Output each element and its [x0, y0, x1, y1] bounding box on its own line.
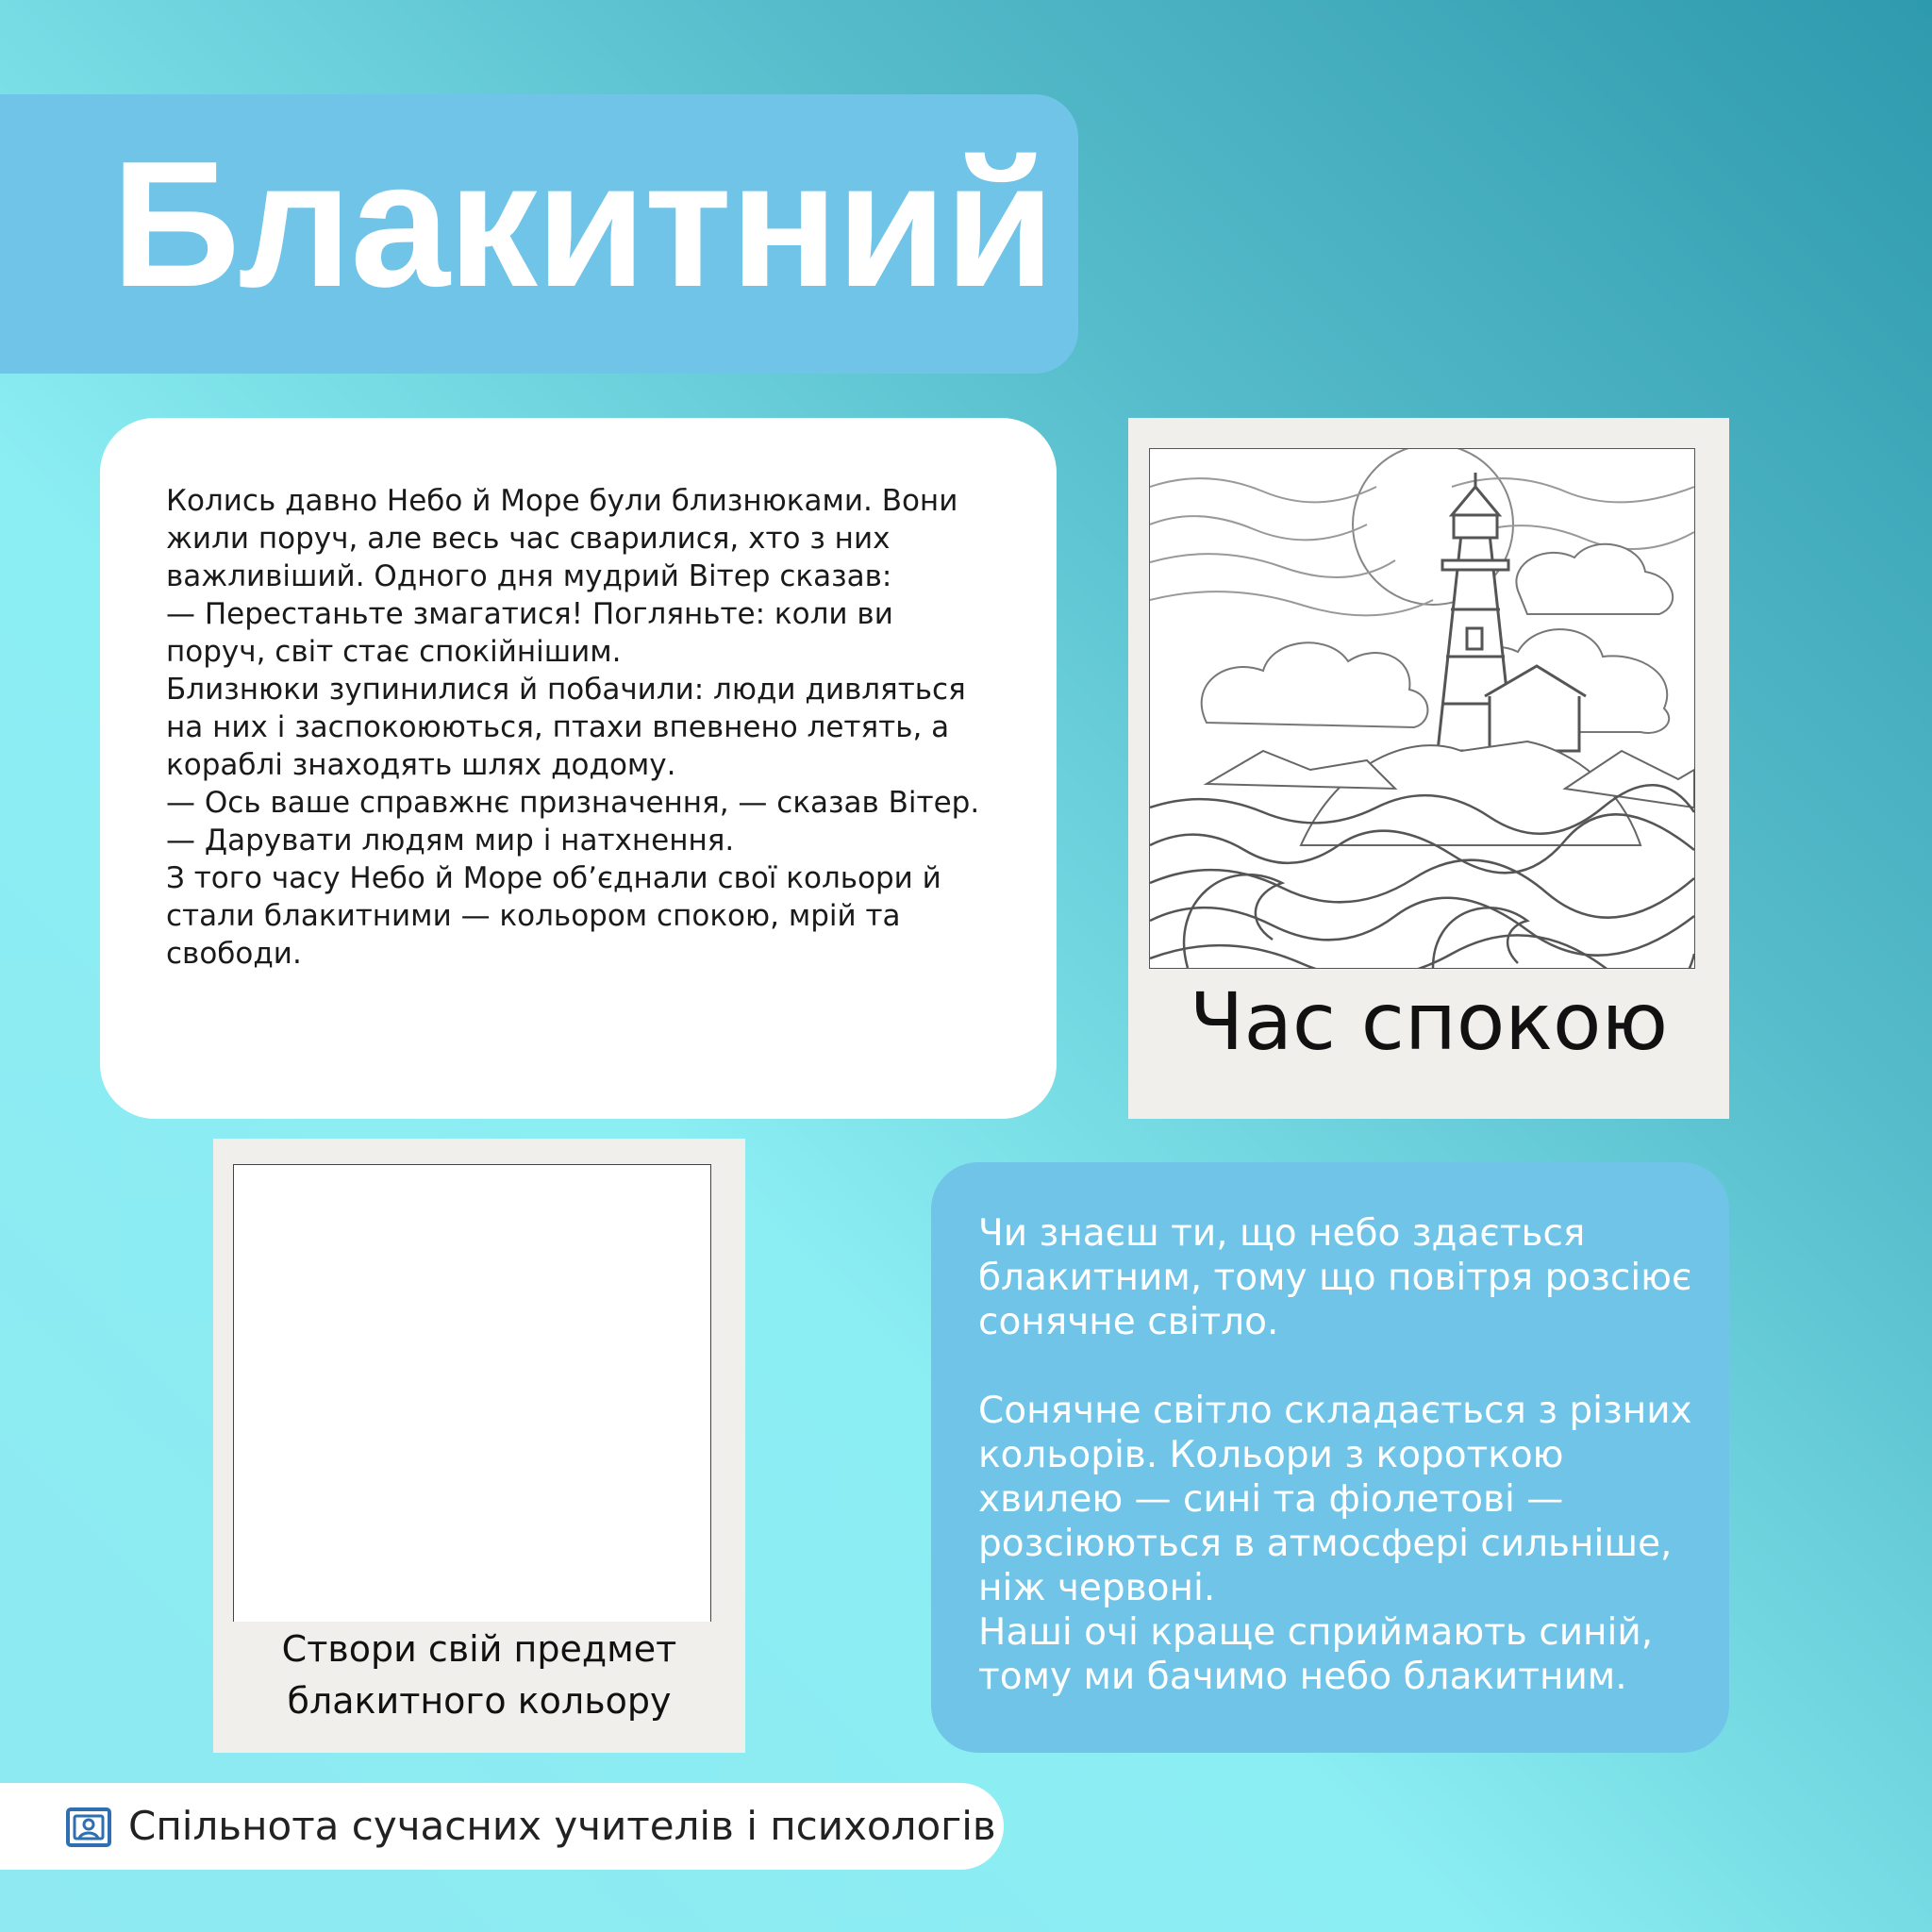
blank-drawing-area[interactable] [233, 1164, 711, 1622]
drawing-card [213, 1139, 745, 1753]
story-paragraph: Близнюки зупинилися й побачили: люди дивляться на них і заспокоюються, птахи впевнено летять, а кораблі знаходять шлях додому. [166, 673, 966, 782]
drawing-caption-line: Створи свій предмет [281, 1628, 677, 1670]
fact-card [931, 1162, 1729, 1753]
story-paragraph: З того часу Небо й Море об’єднали свої кольори й стали блакитними — кольором спокою, мрій та свободи. [166, 861, 941, 971]
fact-paragraph: Сонячне світло складається з різних кольорів. Кольори з короткою хвилею — сині та фіолетові — розсіюються в атмосфері сильніше, ніж червоні. [978, 1390, 1692, 1609]
lighthouse-drawing [1150, 449, 1694, 968]
photo-caption: Час спокою [1189, 975, 1669, 1068]
lighthouse-photo-card [1128, 418, 1729, 1119]
footer-text: Спільнота сучасних учителів і психологів [128, 1803, 996, 1849]
fact-text [978, 1211, 1705, 1699]
drawing-caption [213, 1624, 745, 1727]
drawing-caption-line: блакитного кольору [287, 1680, 672, 1722]
story-paragraph: Колись давно Небо й Море були близнюками. Вони жили поруч, але весь час сварилися, хто з них важливіший. Одного дня мудрий Вітер сказав: [166, 484, 958, 593]
fact-paragraph: Наші очі краще сприймають синій, тому ми бачимо небо блакитним. [978, 1611, 1654, 1698]
community-logo-icon [66, 1807, 111, 1847]
story-text [166, 482, 996, 973]
footer-banner [0, 1783, 1004, 1870]
page-title: Блакитний [111, 125, 1054, 325]
story-paragraph: — Ось ваше справжнє призначення, — сказав Вітер. — Дарувати людям мир і натхнення. [166, 786, 980, 858]
story-paragraph: — Перестаньте змагатися! Погляньте: коли ви поруч, світ стає спокійнішим. [166, 597, 893, 669]
story-card [100, 418, 1057, 1119]
fact-paragraph: Чи знаєш ти, що небо здається блакитним, тому що повітря розсіює сонячне світло. [978, 1212, 1692, 1343]
lighthouse-illustration [1149, 448, 1695, 969]
